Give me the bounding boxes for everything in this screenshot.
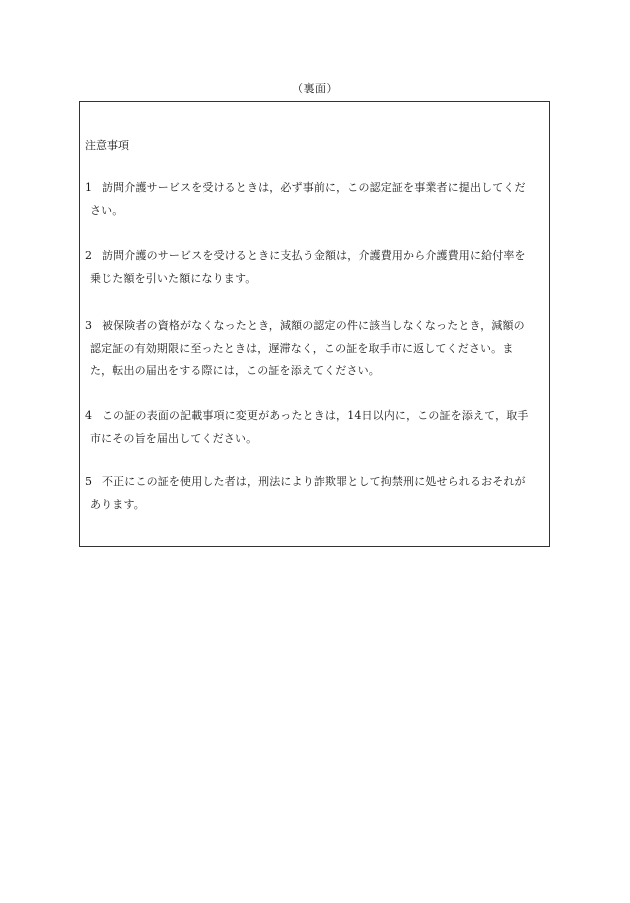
- notice-item-number: 1: [85, 181, 93, 194]
- notice-item-text: 訪問介護のサービスを受けるときに支払う金額は，介護費用から介護費用に給付率を: [102, 249, 526, 262]
- notice-item-text: 被保険者の資格がなくなったとき，減額の認定の件に該当しなくなったとき，減額の: [102, 319, 525, 332]
- notice-item-text: 不正にこの証を使用した者は，刑法により詐欺罪として拘禁刑に処せられるおそれが: [102, 475, 526, 488]
- notice-item-text: た，転出の届出をする際には，この証を添えてください。: [90, 364, 380, 377]
- notice-item-text: 乗じた額を引いた額になります。: [90, 271, 257, 285]
- notice-item-number: 3: [85, 319, 93, 332]
- notice-item-1: [85, 177, 547, 222]
- notice-item-text: 訪問介護サービスを受けるときは，必ず事前に，この認定証を事業者に提出してくだ: [102, 181, 526, 194]
- notice-item-2: [85, 245, 547, 290]
- notice-item-number: 5: [85, 475, 93, 488]
- notice-item-text: 市にその旨を届出してください。: [90, 431, 258, 445]
- notice-item-text: さい。: [90, 203, 124, 217]
- notice-item-number: 2: [85, 249, 93, 262]
- notice-item-3: [85, 315, 547, 383]
- notice-item-text: 認定証の有効期限に至ったときは，遅滞なく，この証を取手市に返してください。ま: [90, 341, 514, 355]
- notice-item-text: あります。: [90, 497, 145, 511]
- notice-heading: 注意事項: [85, 139, 129, 152]
- notice-item-4: [85, 405, 547, 450]
- page-side-label: （裏面）: [292, 82, 338, 95]
- notice-item-text: この証の表面の記載事項に変更があったときは，14日以内に，この証を添えて，取手: [102, 409, 529, 422]
- notice-item-number: 4: [85, 409, 93, 422]
- notice-item-5: [85, 471, 547, 516]
- notice-box: [79, 101, 550, 547]
